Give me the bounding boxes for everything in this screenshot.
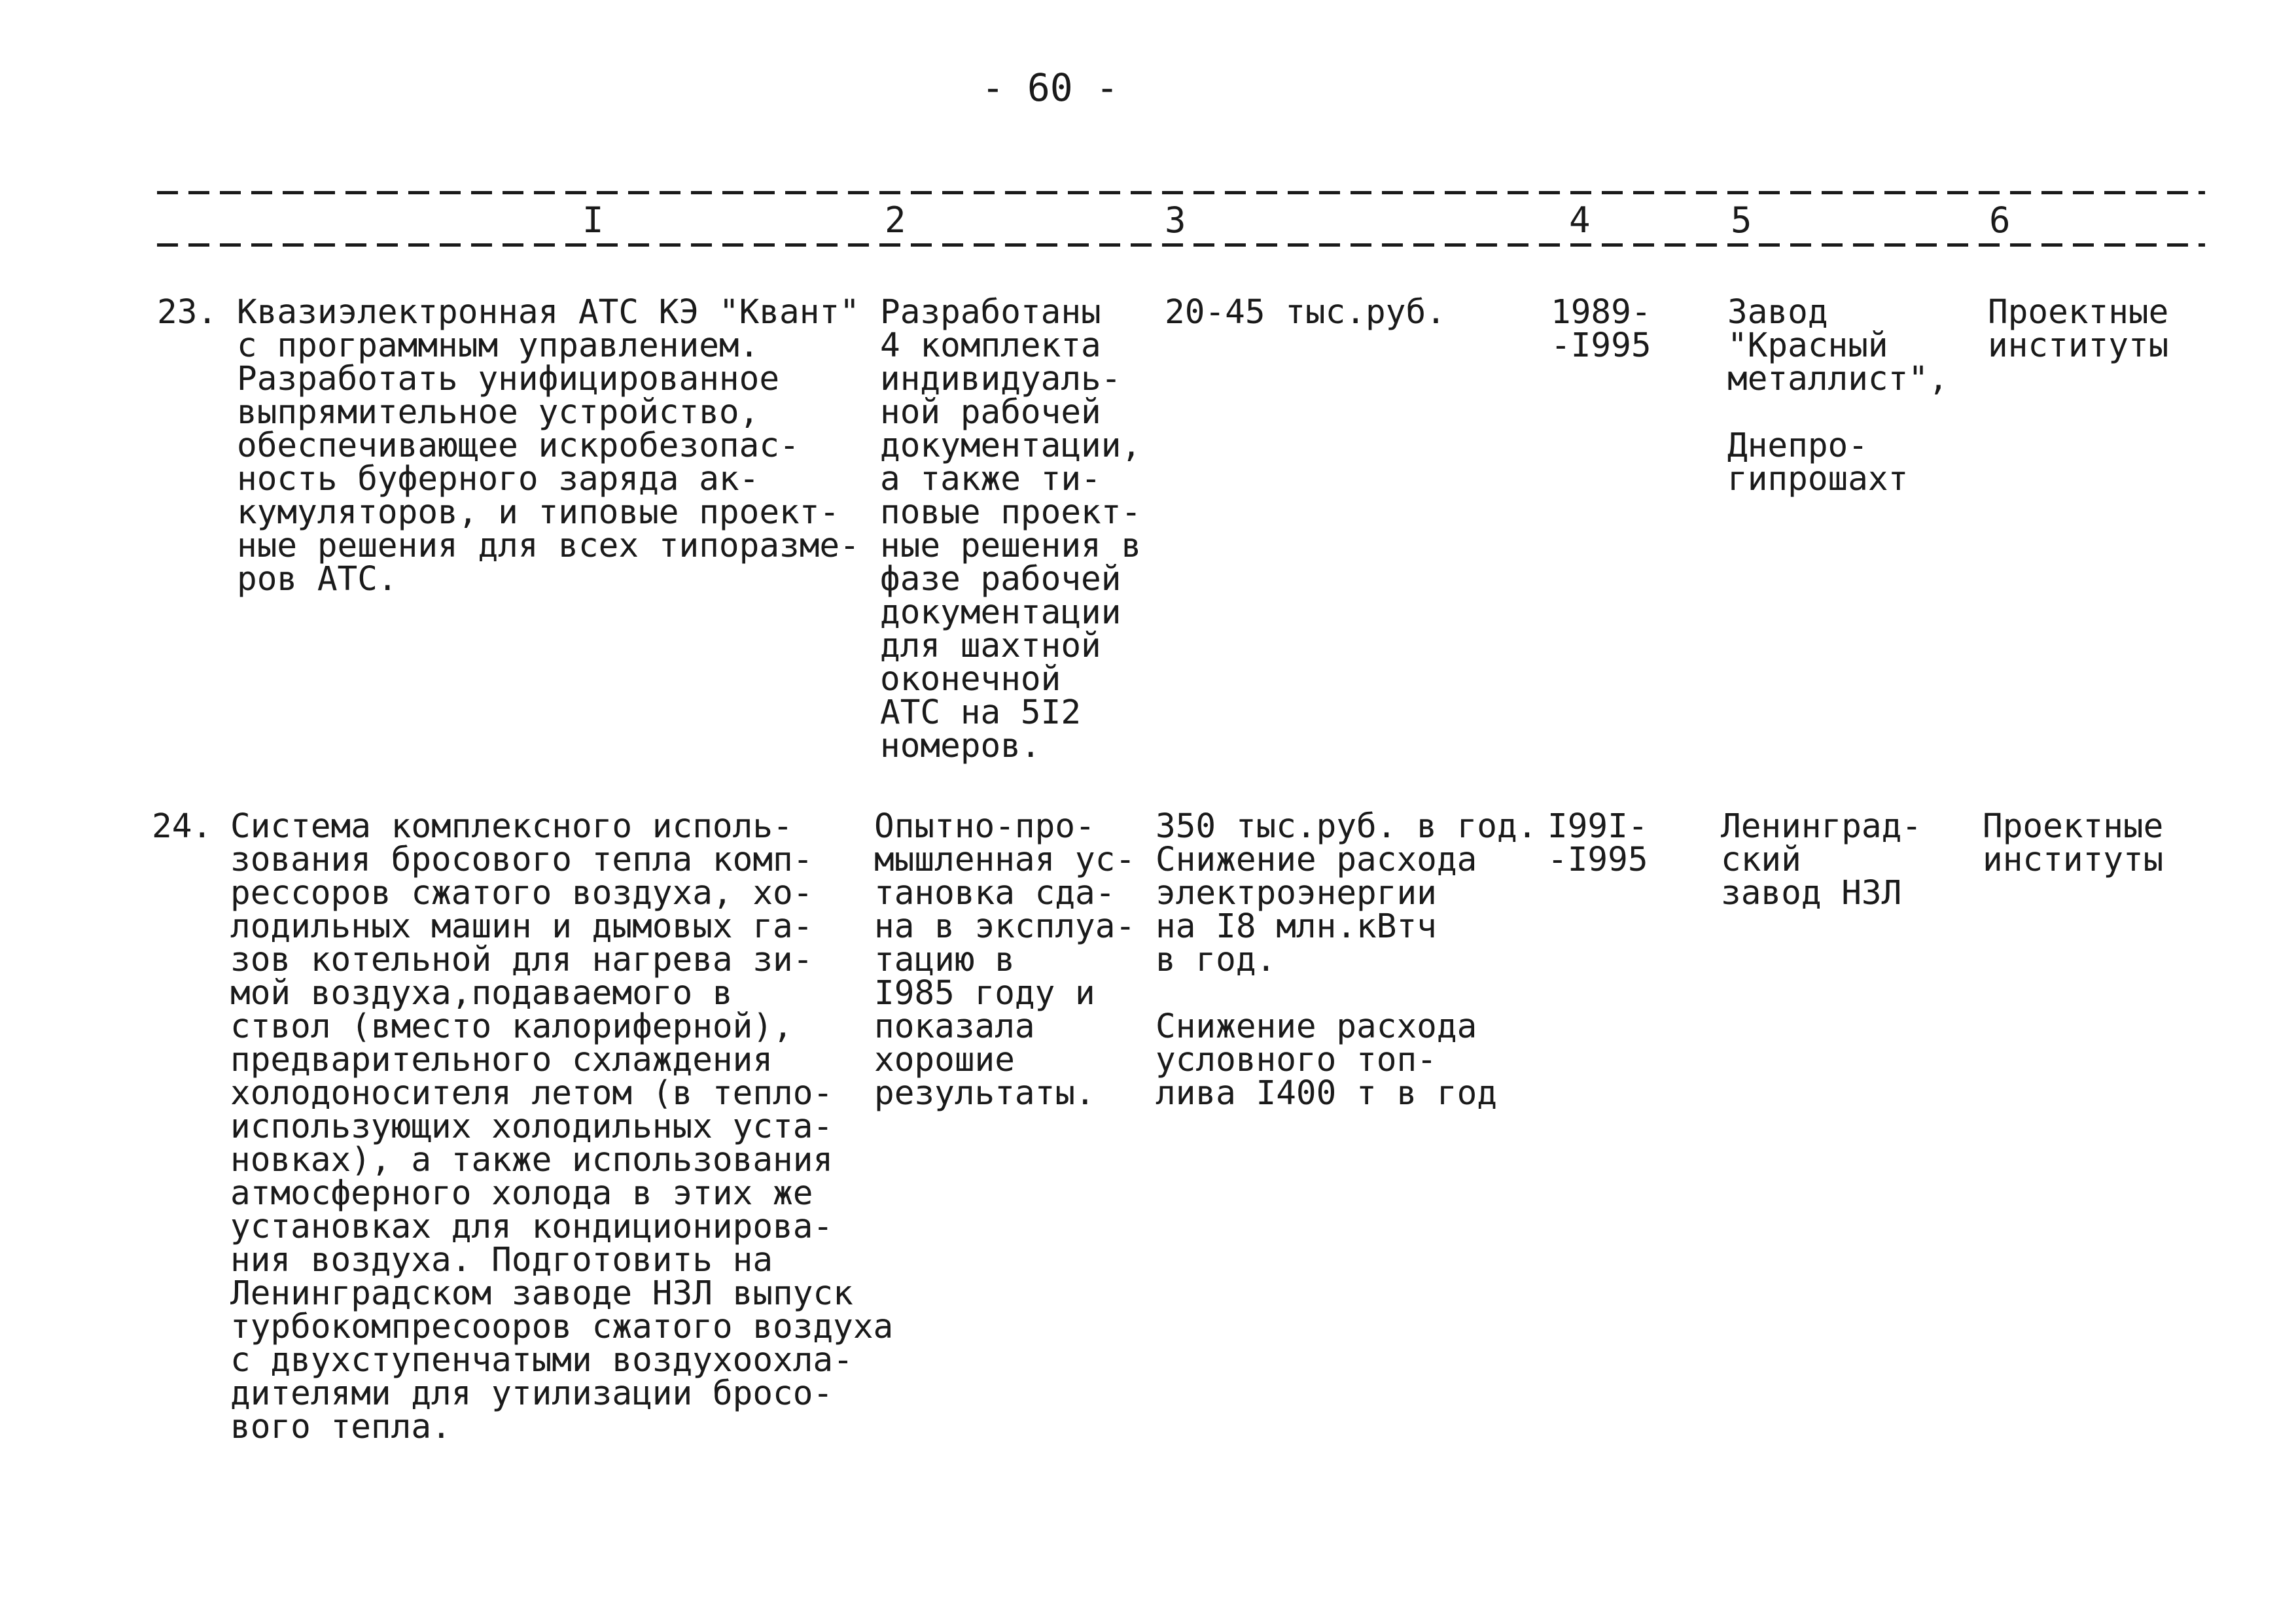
column-number-3: 3 [1165, 200, 1186, 241]
column-number-1: I [582, 200, 604, 241]
row-status: Разработаны 4 комплекта индивидуаль- ной рабочей документации, а также ти- повые проект- ные решения в фазе рабочей документации для шахтной оконечной АТС на 5I2 номеров. [880, 293, 1142, 765]
column-number-4: 4 [1569, 200, 1591, 241]
row-status: Опытно-про- мышленная ус- тановка сда- на в эксплуа- тацию в I985 году и показала хорошие результаты. [874, 807, 1136, 1113]
row-number: 23. [157, 293, 218, 332]
row-description: Квазиэлектронная АТС КЭ "Квант" с программным управлением. Разработать унифицированное выпрямительное устройство, обеспечивающее искробезопас- ность буферного заряда ак- кумуляторов, и типовые проект- ные решения для всех типоразме- ров АТС. [237, 293, 860, 599]
header-bottom-rule [157, 243, 2205, 247]
header-top-rule [157, 191, 2205, 194]
row-effect: 20-45 тыс.руб. [1165, 293, 1446, 332]
column-number-6: 6 [1989, 200, 2011, 241]
row-number: 24. [152, 807, 213, 846]
row-executor: Завод "Красный металлист", Днепро- гипрошахт [1727, 293, 1949, 498]
page-number: - 60 - [981, 65, 1119, 110]
row-years: I99I- -I995 [1547, 807, 1648, 879]
column-number-5: 5 [1731, 200, 1752, 241]
row-effect: 350 тыс.руб. в год. Снижение расхода электроэнергии на I8 млн.кВтч в год. Снижение расхода условного топ- лива I400 т в год [1156, 807, 1538, 1113]
row-coexecutor: Проектные институты [1988, 293, 2169, 365]
row-description: Система комплексного исполь- зования бросового тепла комп- рессоров сжатого воздуха, хо- лодильных машин и дымовых га- зов котельной для нагрева зи- мой воздуха,подаваемого в ствол (вместо калориферной), предварительного схлаждения холодоносителя летом (в тепло- использующих холодильных уста- новках), а также использования атмосферного холода в этих же установках для кондиционирова- ния воздуха. Подготовить на Ленинградском заводе НЗЛ выпуск турбокомпресооров сжатого воздуха с двухступенчатыми воздухоохла- дителями для утилизации бросо- вого тепла. [230, 807, 894, 1446]
column-number-2: 2 [885, 200, 906, 241]
row-years: 1989- -I995 [1551, 293, 1651, 365]
row-coexecutor: Проектные институты [1983, 807, 2164, 879]
row-executor: Ленинград- ский завод НЗЛ [1721, 807, 1922, 913]
